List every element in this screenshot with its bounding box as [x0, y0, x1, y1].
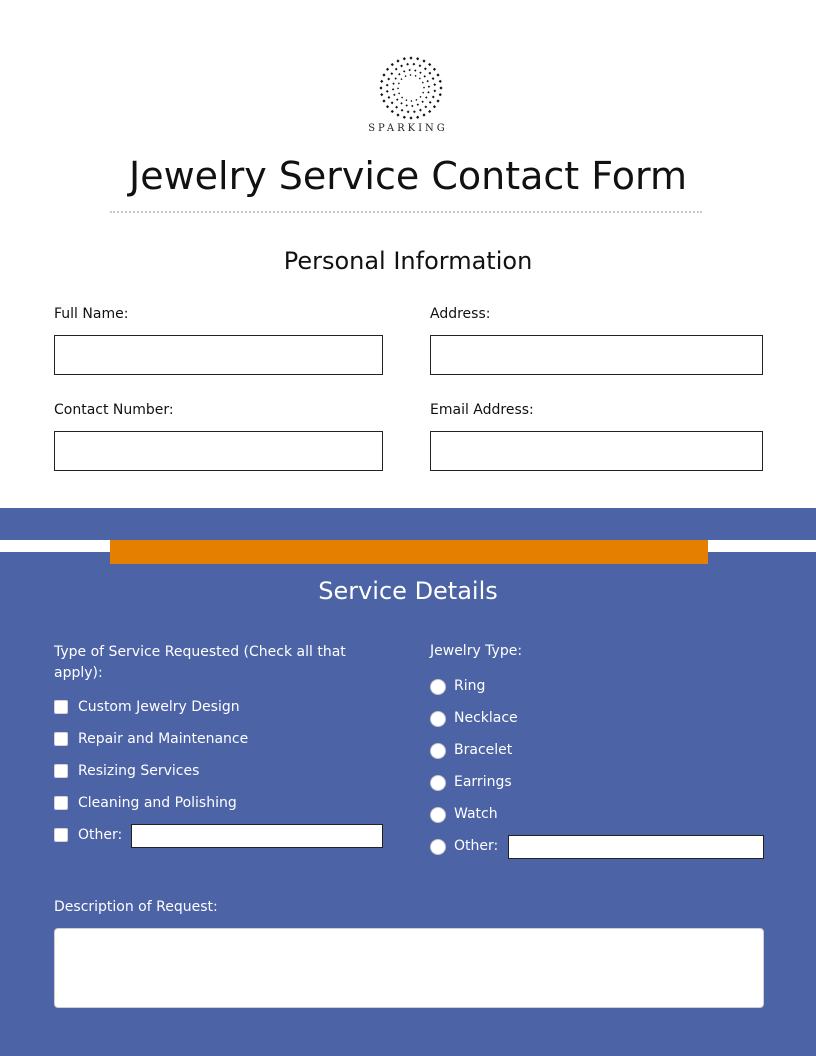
- sparkle-logo-icon: [378, 55, 444, 121]
- accent-bar: [110, 540, 708, 564]
- watch-label: Watch: [454, 806, 498, 822]
- brand-name: SPARKING: [368, 123, 448, 134]
- watch-radio[interactable]: [430, 807, 446, 823]
- bracelet-label: Bracelet: [454, 742, 513, 758]
- other-service-field[interactable]: [131, 824, 383, 848]
- address-label: Address:: [430, 306, 491, 322]
- cleaning-checkbox[interactable]: [54, 796, 68, 810]
- custom-design-checkbox[interactable]: [54, 700, 68, 714]
- resizing-checkbox[interactable]: [54, 764, 68, 778]
- earrings-label: Earrings: [454, 774, 512, 790]
- necklace-radio[interactable]: [430, 711, 446, 727]
- email-label: Email Address:: [430, 402, 534, 418]
- repair-label: Repair and Maintenance: [78, 731, 249, 747]
- bracelet-radio[interactable]: [430, 743, 446, 759]
- full-name-label: Full Name:: [54, 306, 129, 322]
- title-divider: [110, 211, 702, 213]
- other-jewelry-field[interactable]: [508, 835, 764, 859]
- email-field[interactable]: [430, 431, 763, 471]
- other-service-label: Other:: [78, 827, 123, 843]
- repair-checkbox[interactable]: [54, 732, 68, 746]
- contact-number-field[interactable]: [54, 431, 383, 471]
- earrings-radio[interactable]: [430, 775, 446, 791]
- personal-info-heading: Personal Information: [283, 247, 533, 275]
- cleaning-label: Cleaning and Polishing: [78, 795, 237, 811]
- ring-radio[interactable]: [430, 679, 446, 695]
- contact-number-label: Contact Number:: [54, 402, 174, 418]
- custom-design-label: Custom Jewelry Design: [78, 699, 240, 715]
- full-name-field[interactable]: [54, 335, 383, 375]
- resizing-label: Resizing Services: [78, 763, 200, 779]
- other-jewelry-radio[interactable]: [430, 839, 446, 855]
- service-details-heading: Service Details: [318, 577, 498, 605]
- description-label: Description of Request:: [54, 899, 218, 915]
- address-field[interactable]: [430, 335, 763, 375]
- page-title: Jewelry Service Contact Form: [129, 154, 687, 198]
- ring-label: Ring: [454, 678, 486, 694]
- jewelry-type-label: Jewelry Type:: [430, 643, 523, 659]
- other-service-checkbox[interactable]: [54, 828, 68, 842]
- necklace-label: Necklace: [454, 710, 518, 726]
- service-type-label: Type of Service Requested (Check all that apply):: [54, 644, 346, 681]
- other-jewelry-label: Other:: [454, 838, 499, 854]
- description-textarea[interactable]: [54, 928, 764, 1008]
